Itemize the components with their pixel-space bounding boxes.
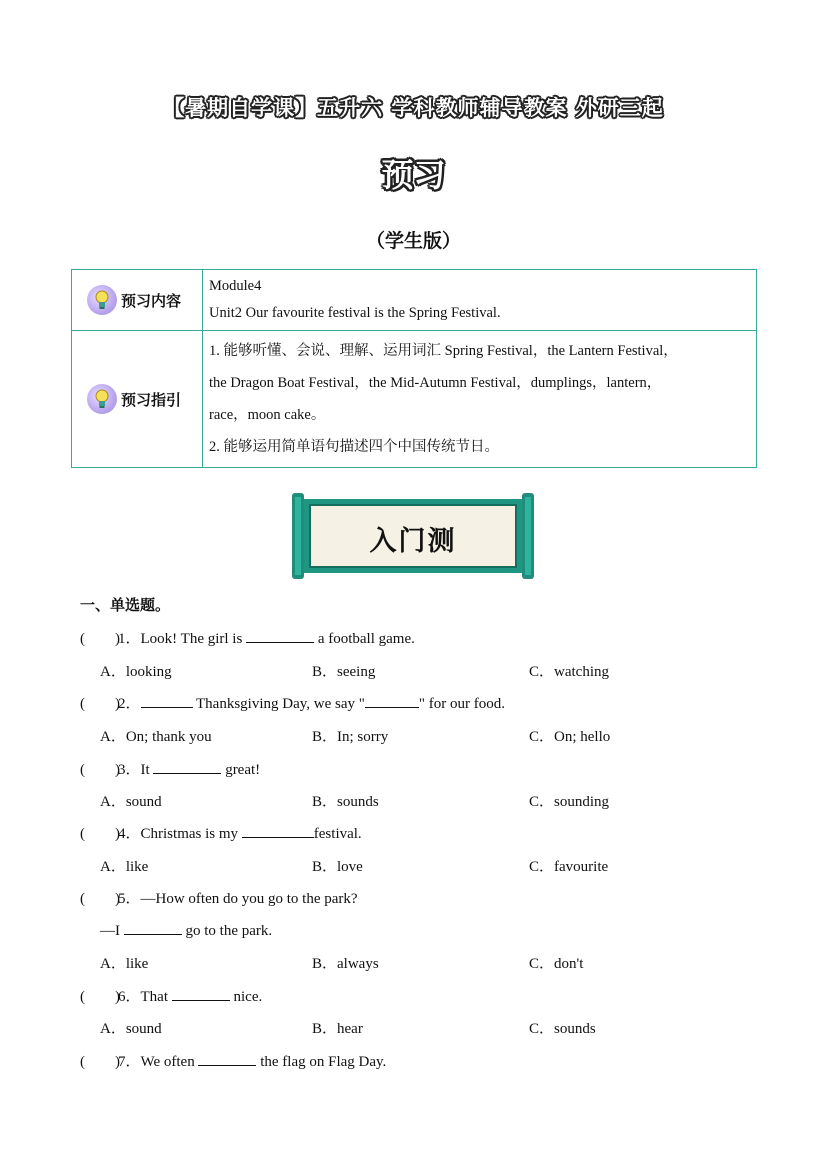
option-b[interactable]: B．sounds	[312, 794, 379, 810]
option-b[interactable]: B．hear	[312, 1021, 363, 1037]
question-number: 7．	[118, 1054, 141, 1070]
answer-paren[interactable]: ( )	[80, 989, 120, 1005]
question-7	[80, 1050, 386, 1071]
answer-blank	[141, 693, 193, 708]
header-title: 【暑期自学课】五升六 学科教师辅导教案 外研三起	[163, 96, 664, 120]
guide-cell	[203, 331, 757, 468]
guide-line: race，moon cake。	[209, 407, 326, 423]
question-text: Christmas is my	[140, 826, 242, 842]
content-row	[72, 270, 757, 331]
question-2	[80, 692, 505, 713]
question-number: 5．	[118, 891, 141, 907]
content-cell	[203, 270, 757, 331]
answer-blank	[246, 628, 314, 643]
question-text: —How often do you go to the park?	[140, 891, 358, 907]
question-text: That	[140, 989, 172, 1005]
option-c[interactable]: C．sounding	[529, 794, 610, 810]
question-text: Look! The girl is	[140, 631, 247, 647]
question-text: It	[140, 762, 154, 778]
answer-paren[interactable]: ( )	[80, 826, 120, 842]
guide-line: the Dragon Boat Festival，the Mid-Autumn Festival，dumplings，lantern，	[209, 375, 662, 391]
lightbulb-icon	[87, 285, 117, 315]
question-text: nice.	[229, 989, 263, 1005]
answer-blank	[242, 823, 314, 838]
document-title: 预习	[381, 156, 446, 194]
answer-paren[interactable]: ( )	[80, 696, 120, 712]
answer-blank	[172, 986, 230, 1001]
question-number: 4．	[118, 826, 141, 842]
guide-line: 1. 能够听懂、会说、理解、运用词汇 Spring Festival，the Lantern Festival，	[209, 343, 678, 359]
option-c[interactable]: C．On; hello	[529, 729, 611, 745]
question-text: go to the park.	[181, 923, 273, 939]
banner-text: 入门测	[369, 526, 457, 557]
option-b[interactable]: B．always	[312, 956, 379, 972]
content-label: 预习内容	[121, 291, 182, 310]
answer-paren[interactable]: ( )	[80, 631, 120, 647]
question-text: great!	[221, 762, 261, 778]
option-a[interactable]: A．sound	[100, 1021, 162, 1037]
option-c[interactable]: C．watching	[529, 664, 609, 680]
answer-paren[interactable]: ( )	[80, 762, 120, 778]
question-text: festival.	[313, 826, 362, 842]
option-a[interactable]: A．like	[100, 859, 149, 875]
edition-label: （学生版）	[365, 230, 461, 252]
option-c[interactable]: C．sounds	[529, 1021, 596, 1037]
question-text: Thanksgiving Day, we say "	[192, 696, 365, 712]
module-line: Module4	[209, 278, 262, 294]
answer-blank	[198, 1051, 256, 1066]
answer-paren[interactable]: ( )	[80, 1054, 120, 1070]
answer-paren[interactable]: ( )	[80, 891, 120, 907]
question-number: 1．	[118, 631, 141, 647]
question-4	[80, 822, 362, 843]
lightbulb-icon	[87, 384, 117, 414]
question-number: 6．	[118, 989, 141, 1005]
answer-blank	[153, 759, 221, 774]
question-5-line-2	[100, 920, 272, 940]
unit-line: Unit2 Our favourite festival is the Spring Festival.	[209, 305, 501, 321]
option-b[interactable]: B．love	[312, 859, 363, 875]
option-a[interactable]: A．looking	[100, 664, 172, 680]
content-label-cell	[72, 270, 203, 331]
section-title: 一、单选题。	[80, 596, 171, 614]
question-6	[80, 985, 262, 1006]
option-b[interactable]: B．seeing	[312, 664, 376, 680]
guide-label: 预习指引	[121, 390, 182, 409]
option-c[interactable]: C．don't	[529, 956, 584, 972]
answer-blank	[124, 920, 182, 935]
question-number: 3．	[118, 762, 141, 778]
guide-row	[72, 331, 757, 468]
guide-line: 2. 能够运用简单语句描述四个中国传统节日。	[209, 439, 499, 455]
option-c[interactable]: C．favourite	[529, 859, 609, 875]
question-3	[80, 758, 260, 779]
option-a[interactable]: A．sound	[100, 794, 162, 810]
question-text: " for our food.	[418, 696, 505, 712]
preview-plan-table	[71, 269, 757, 468]
option-b[interactable]: B．In; sorry	[312, 729, 389, 745]
question-number: 2．	[118, 696, 141, 712]
question-text: We often	[140, 1054, 199, 1070]
question-text: the flag on Flag Day.	[256, 1054, 387, 1070]
question-1	[80, 627, 415, 648]
option-a[interactable]: A．On; thank you	[100, 729, 212, 745]
guide-label-cell	[72, 331, 203, 468]
option-a[interactable]: A．like	[100, 956, 149, 972]
question-text: a football game.	[314, 631, 415, 647]
answer-blank	[365, 693, 419, 708]
entry-test-banner	[290, 493, 536, 579]
question-5	[80, 887, 358, 908]
question-text: —I	[100, 923, 124, 939]
